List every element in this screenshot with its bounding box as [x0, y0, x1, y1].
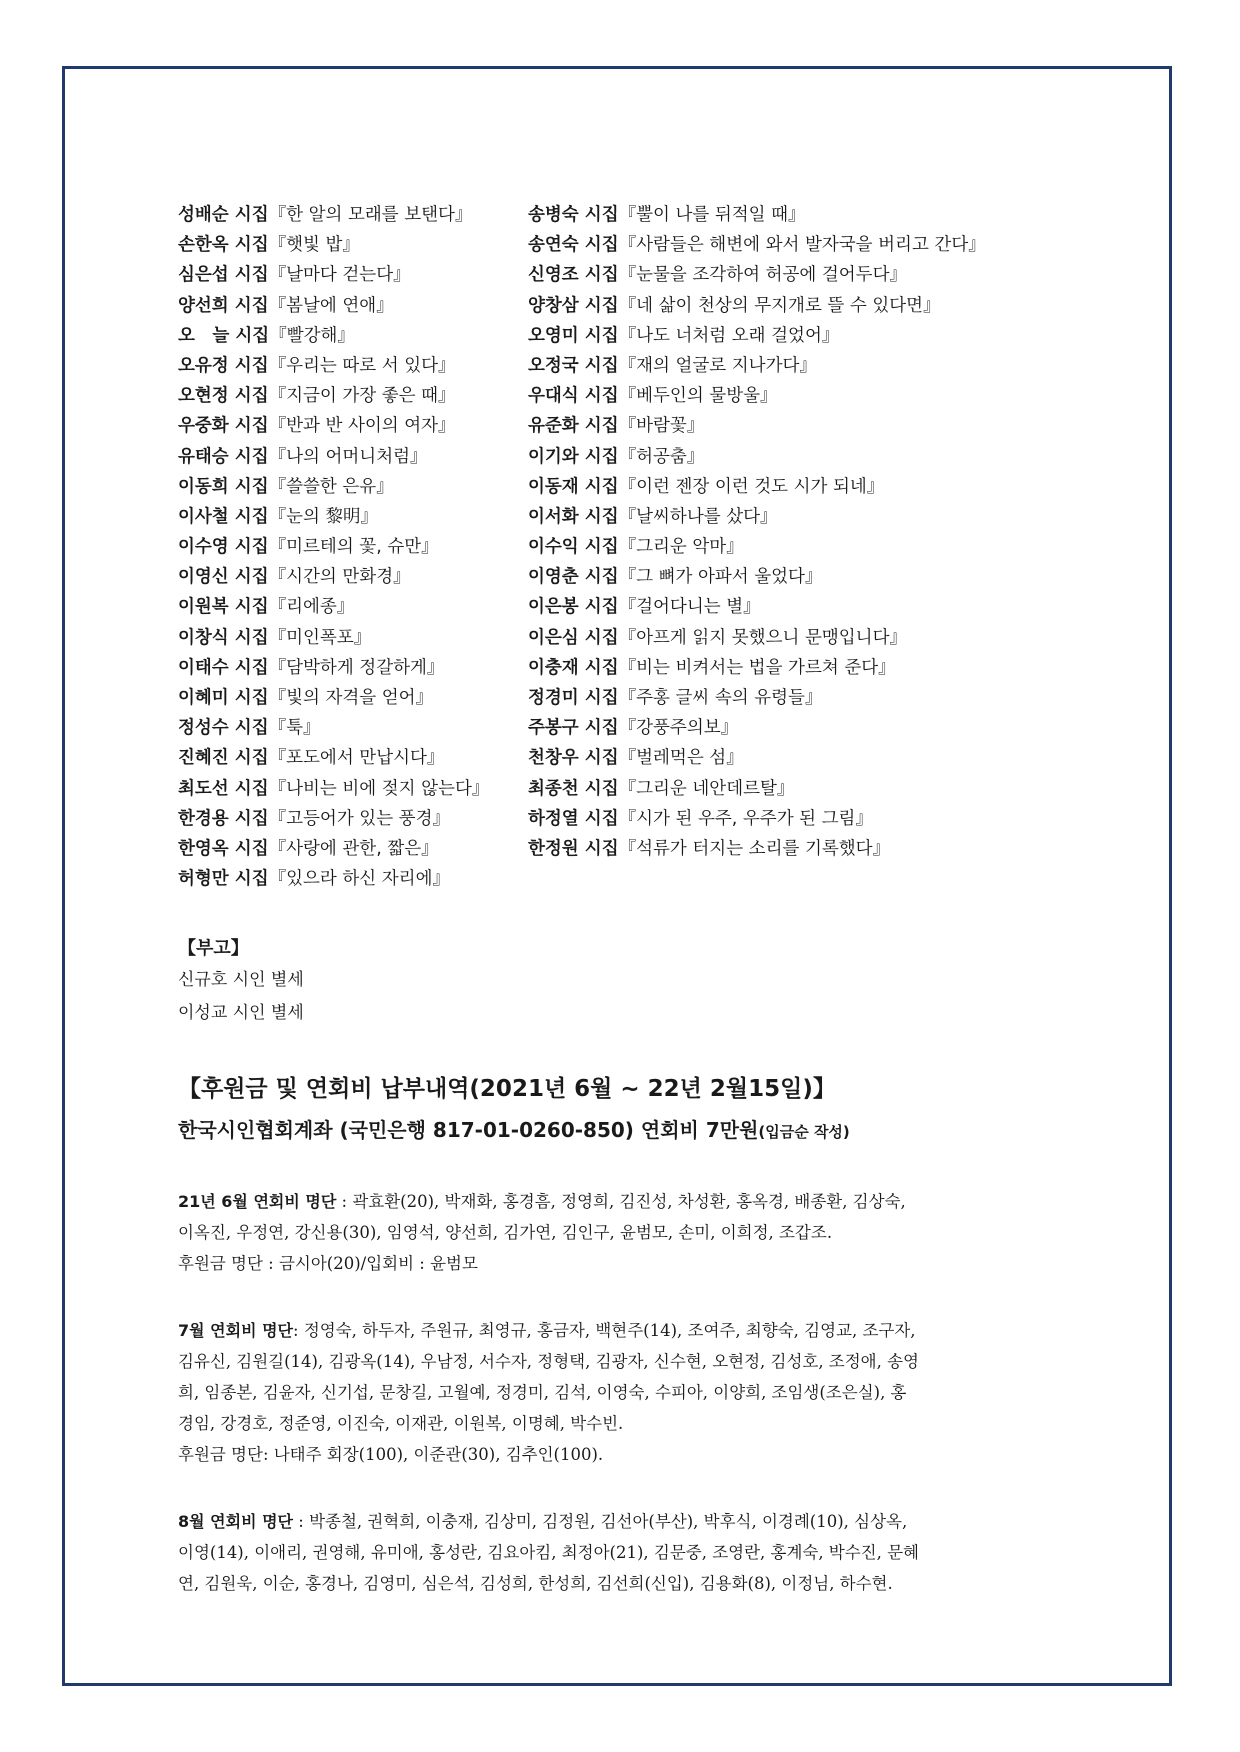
obituary-item: 신규호 시인 별세: [178, 970, 304, 991]
poet-name: 정경미 시집: [528, 688, 619, 708]
poet-name: 한정원 시집: [528, 838, 619, 859]
book-title: 『시간의 만화경』: [268, 567, 411, 588]
member-names: 김유신, 김원길(14), 김광옥(14), 우남정, 서수자, 정형택, 김광자, 신수현, 오현정, 김성호, 조정애, 송영: [178, 1352, 919, 1372]
member-names: 희, 임종본, 김윤자, 신기섭, 문창길, 고월예, 정경미, 김석, 이영숙, 수피아, 이양희, 조임생(조은실), 홍: [178, 1383, 907, 1403]
collection-entry-left: [178, 562, 411, 592]
collection-entry-right: [528, 200, 806, 230]
poet-name: 최종천 시집: [528, 778, 619, 799]
account-text: 한국시인협회계좌 (국민은행 817-01-0260-850) 연회비 7만원: [178, 1118, 759, 1143]
book-title: 『나의 어머니처럼』: [268, 446, 428, 467]
collection-entry-right: [528, 713, 738, 743]
poet-name: 이수영 시집: [178, 537, 269, 558]
book-title: 『툭』: [268, 718, 321, 739]
poet-name: 송병숙 시집: [528, 205, 619, 225]
book-title: 『허공춤』: [618, 446, 705, 467]
collection-entry-left: [178, 351, 456, 381]
obituary-heading: 【부고】: [178, 938, 249, 960]
month-label: 21년 6월 연회비 명단: [178, 1192, 337, 1212]
member-names: 후원금 명단: 나태주 회장(100), 이준관(30), 김추인(100).: [178, 1445, 604, 1465]
book-title: 『바람꽃』: [618, 416, 705, 437]
book-title: 『걸어다니는 별』: [618, 597, 761, 618]
collection-entry-left: [178, 804, 450, 834]
poet-name: 오 늘 시집: [178, 325, 270, 346]
book-title: 『그리운 악마』: [618, 537, 744, 558]
page-content: [178, 200, 1078, 1599]
poetry-collection-list: [178, 200, 1078, 894]
collection-entry-left: [178, 260, 411, 290]
poet-name: 손한옥 시집: [178, 235, 269, 256]
poet-name: 양창삼 시집: [528, 295, 619, 316]
collection-entry-right: [528, 804, 873, 834]
collection-entry-right: [528, 321, 839, 351]
poet-name: 이원복 시집: [178, 597, 269, 618]
month-line: [178, 1377, 1078, 1408]
book-title: 『네 삶이 천상의 무지개로 뜰 수 있다면』: [618, 295, 941, 316]
book-title: 『미인폭포』: [268, 627, 372, 648]
collection-row: [178, 442, 1078, 472]
poet-name: 이영신 시집: [178, 567, 269, 588]
poet-name: 심은섭 시집: [178, 265, 269, 286]
collection-entry-left: [178, 532, 439, 562]
poet-name: 유준화 시집: [528, 416, 619, 437]
poet-name: 이기와 시집: [528, 446, 619, 467]
book-title: 『쓸쓸한 은유』: [268, 476, 394, 497]
collection-entry-left: [178, 623, 371, 653]
poet-name: 정성수 시집: [178, 718, 269, 739]
book-title: 『미르테의 꽃, 슈만』: [268, 537, 439, 558]
poet-name: 오정국 시집: [528, 355, 619, 376]
member-names: : 정영숙, 하두자, 주원규, 최영규, 홍금자, 백현주(14), 조여주, 최향숙, 김영교, 조구자,: [293, 1321, 916, 1341]
poet-name: 이동희 시집: [178, 476, 269, 497]
poet-name: 유태승 시집: [178, 446, 269, 467]
month-line: [178, 1186, 1078, 1217]
month-block: [178, 1315, 1078, 1470]
collection-row: [178, 260, 1078, 290]
collection-entry-right: [528, 472, 884, 502]
book-title: 『반과 반 사이의 여자』: [268, 416, 456, 437]
collection-row: [178, 230, 1078, 260]
book-title: 『담박하게 정갈하게』: [268, 657, 445, 678]
collection-row: [178, 623, 1078, 653]
poet-name: 이영춘 시집: [528, 567, 619, 588]
poet-name: 한경용 시집: [178, 808, 269, 829]
collection-entry-right: [528, 623, 907, 653]
book-title: 『베두인의 물방울』: [618, 386, 778, 407]
poet-name: 주봉구 시집: [528, 718, 619, 739]
month-block: [178, 1186, 1078, 1279]
collection-entry-right: [528, 411, 704, 441]
collection-row: [178, 532, 1078, 562]
month-line: [178, 1315, 1078, 1346]
poet-name: 신영조 시집: [528, 265, 619, 286]
payments-title: 【후원금 및 연회비 납부내역(2021년 6월 ~ 22년 2월15일)】: [178, 1076, 836, 1103]
poet-name: 이수익 시집: [528, 537, 619, 558]
collection-entry-right: [528, 562, 822, 592]
collection-entry-left: [178, 291, 394, 321]
book-title: 『주홍 글씨 속의 유령들』: [618, 688, 823, 708]
collection-entry-left: [178, 774, 489, 804]
collection-entry-right: [528, 653, 896, 683]
month-line: [178, 1248, 1078, 1279]
account-note: (입금순 작성): [758, 1123, 850, 1142]
collection-entry-right: [528, 834, 890, 864]
member-names: : 박종철, 권혁희, 이충재, 김상미, 김정원, 김선아(부산), 박후식, 이경례(10), 심상옥,: [293, 1512, 908, 1532]
account-info: [178, 1112, 1078, 1150]
poet-name: 이태수 시집: [178, 657, 269, 678]
poet-name: 이은심 시집: [528, 627, 619, 648]
collection-entry-right: [528, 230, 986, 260]
collection-row: [178, 834, 1078, 864]
month-line: [178, 1537, 1078, 1568]
book-title: 『나비는 비에 젖지 않는다』: [268, 778, 490, 799]
collection-entry-right: [528, 774, 794, 804]
book-title: 『사람들은 해변에 와서 발자국을 버리고 간다』: [618, 235, 986, 256]
poet-name: 우대식 시집: [528, 386, 619, 407]
collection-entry-right: [528, 260, 907, 290]
book-title: 『봄날에 연애』: [268, 295, 394, 316]
poet-name: 이창식 시집: [178, 627, 269, 648]
collection-row: [178, 592, 1078, 622]
poet-name: 천창우 시집: [528, 748, 619, 769]
month-line: [178, 1439, 1078, 1470]
collection-entry-right: [528, 381, 778, 411]
collection-row: [178, 411, 1078, 441]
collection-row: [178, 804, 1078, 834]
book-title: 『리에종』: [268, 597, 355, 618]
payment-months: [178, 1186, 1078, 1599]
book-title: 『강풍주의보』: [618, 718, 739, 739]
poet-name: 진혜진 시집: [178, 748, 269, 769]
month-label: 7월 연회비 명단: [178, 1321, 294, 1341]
month-line: [178, 1568, 1078, 1599]
collection-row: [178, 864, 1078, 894]
book-title: 『이런 젠장 이런 것도 시가 되네』: [618, 476, 885, 497]
book-title: 『눈의 黎明』: [268, 506, 378, 527]
book-title: 『한 알의 모래를 보탠다』: [268, 205, 473, 225]
book-title: 『나도 너처럼 오래 걸었어』: [618, 325, 840, 346]
collection-entry-left: [178, 864, 450, 894]
book-title: 『빨강해』: [269, 325, 355, 346]
month-line: [178, 1217, 1078, 1248]
collection-entry-left: [178, 592, 354, 622]
obituary-section: [178, 934, 1078, 1030]
month-label: 8월 연회비 명단: [178, 1512, 294, 1532]
collection-row: [178, 381, 1078, 411]
book-title: 『날마다 걷는다』: [268, 265, 411, 286]
collection-row: [178, 562, 1078, 592]
poet-name: 이충재 시집: [528, 657, 619, 678]
collection-row: [178, 653, 1078, 683]
obituary-item: 이성교 시인 별세: [178, 1003, 304, 1024]
month-block: [178, 1506, 1078, 1599]
collection-entry-left: [178, 502, 378, 532]
collection-entry-right: [528, 532, 744, 562]
book-title: 『석류가 터지는 소리를 기록했다』: [618, 838, 891, 859]
collection-entry-left: [178, 653, 444, 683]
collection-entry-left: [178, 472, 394, 502]
collection-entry-left: [178, 321, 355, 351]
collection-entry-left: [178, 381, 456, 411]
poet-name: 이혜미 시집: [178, 688, 269, 708]
member-names: 이영(14), 이애리, 권영해, 유미애, 홍성란, 김요아킴, 최정아(21), 김문중, 조영란, 홍계숙, 박수진, 문혜: [178, 1543, 919, 1563]
book-title: 『사랑에 관한, 짧은』: [268, 838, 439, 859]
book-title: 『날씨하나를 샀다』: [618, 506, 778, 527]
collection-entry-left: [178, 230, 360, 260]
book-title: 『포도에서 만납시다』: [268, 748, 445, 769]
member-names: 이옥진, 우정연, 강신용(30), 임영석, 양선희, 김가연, 김인구, 윤범모, 손미, 이희정, 조갑조.: [178, 1223, 833, 1243]
collection-entry-left: [178, 442, 428, 472]
collection-row: [178, 743, 1078, 773]
month-line: [178, 1506, 1078, 1537]
month-line: [178, 1408, 1078, 1439]
member-names: 후원금 명단 : 금시아(20)/입회비 : 윤범모: [178, 1254, 478, 1274]
book-title: 『고등어가 있는 풍경』: [268, 808, 450, 829]
member-names: 경임, 강경호, 정준영, 이진숙, 이재관, 이원복, 이명혜, 박수빈.: [178, 1414, 624, 1434]
poet-name: 오유정 시집: [178, 355, 269, 376]
poet-name: 이사철 시집: [178, 506, 269, 527]
poet-name: 이은봉 시집: [528, 597, 619, 618]
collection-entry-left: [178, 743, 444, 773]
collection-entry-left: [178, 713, 321, 743]
collection-entry-right: [528, 592, 761, 622]
collection-entry-left: [178, 683, 433, 713]
book-title: 『우리는 따로 서 있다』: [268, 355, 456, 376]
poet-name: 허형만 시집: [178, 869, 269, 890]
poet-name: 송연숙 시집: [528, 235, 619, 256]
book-title: 『벌레먹은 섬』: [618, 748, 744, 769]
poet-name: 이동재 시집: [528, 476, 619, 497]
book-title: 『빛의 자격을 얻어』: [268, 688, 434, 708]
member-names: : 곽효환(20), 박재화, 홍경흠, 정영희, 김진성, 차성환, 홍옥경, 배종환, 김상숙,: [336, 1192, 906, 1212]
collection-row: [178, 351, 1078, 381]
collection-row: [178, 200, 1078, 230]
collection-entry-right: [528, 743, 744, 773]
collection-row: [178, 472, 1078, 502]
book-title: 『있으라 하신 자리에』: [268, 869, 450, 890]
collection-row: [178, 502, 1078, 532]
book-title: 『그리운 네안데르탈』: [618, 778, 795, 799]
poet-name: 오영미 시집: [528, 325, 619, 346]
collection-row: [178, 774, 1078, 804]
book-title: 『지금이 가장 좋은 때』: [268, 386, 456, 407]
collection-entry-right: [528, 291, 941, 321]
poet-name: 한영옥 시집: [178, 838, 269, 859]
collection-entry-right: [528, 442, 704, 472]
book-title: 『그 뼈가 아파서 울었다』: [618, 567, 823, 588]
poet-name: 양선희 시집: [178, 295, 269, 316]
collection-row: [178, 291, 1078, 321]
collection-row: [178, 683, 1078, 713]
book-title: 『재의 얼굴로 지나가다』: [618, 355, 817, 376]
poet-name: 오현정 시집: [178, 386, 269, 407]
book-title: 『뿔이 나를 뒤적일 때』: [618, 205, 806, 225]
book-title: 『시가 된 우주, 우주가 된 그림』: [618, 808, 873, 829]
collection-entry-left: [178, 411, 456, 441]
poet-name: 하정열 시집: [528, 808, 619, 829]
book-title: 『햇빛 밥』: [268, 235, 360, 256]
poet-name: 우중화 시집: [178, 416, 269, 437]
collection-entry-left: [178, 200, 472, 230]
collection-entry-right: [528, 502, 778, 532]
member-names: 연, 김원욱, 이순, 홍경나, 김영미, 심은석, 김성희, 한성희, 김선희(신입), 김용화(8), 이정님, 하수현.: [178, 1574, 893, 1594]
poet-name: 최도선 시집: [178, 778, 269, 799]
collection-row: [178, 321, 1078, 351]
book-title: 『아프게 읽지 못했으니 문맹입니다』: [618, 627, 907, 648]
collection-row: [178, 713, 1078, 743]
collection-entry-right: [528, 351, 817, 381]
collection-entry-right: [528, 683, 822, 713]
book-title: 『눈물을 조각하여 허공에 걸어두다』: [618, 265, 907, 286]
poet-name: 성배순 시집: [178, 205, 269, 225]
poet-name: 이서화 시집: [528, 506, 619, 527]
book-title: 『비는 비켜서는 법을 가르쳐 준다』: [618, 657, 896, 678]
collection-entry-left: [178, 834, 439, 864]
month-line: [178, 1346, 1078, 1377]
